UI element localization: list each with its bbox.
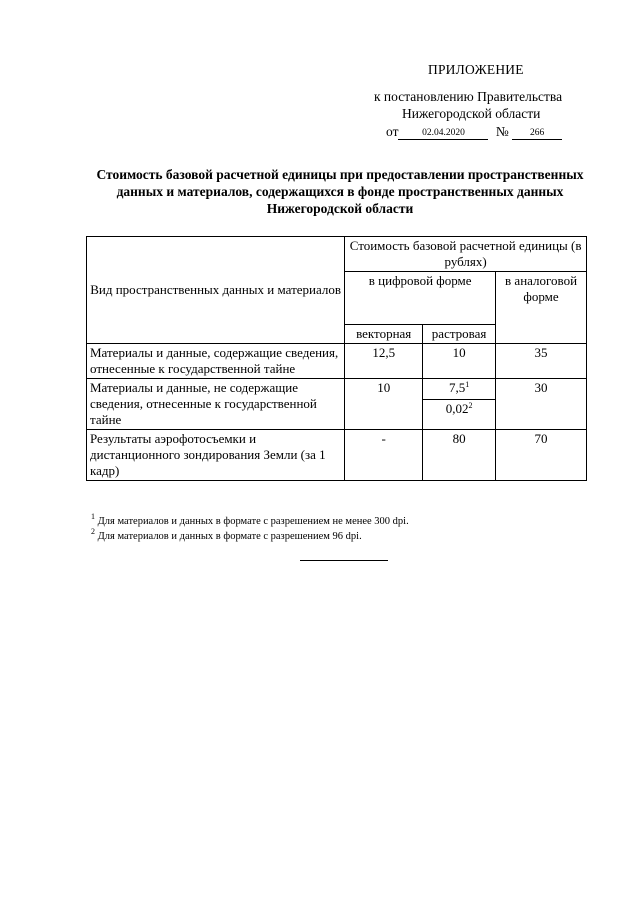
end-divider [300, 560, 388, 561]
cell-raster-b [423, 400, 496, 430]
number-label: № [495, 124, 509, 139]
cell-vector: - [345, 430, 423, 481]
raster-value-b: 0,02 [445, 401, 469, 416]
footnote-2 [91, 527, 362, 543]
from-label: от [386, 124, 399, 139]
cell-analog: 30 [496, 379, 587, 430]
footnote-text: Для материалов и данных в формате с разрешением не менее 300 dpi. [95, 516, 409, 527]
header-vector: векторная [345, 325, 423, 344]
row-name: Результаты аэрофотосъемки и дистанционного зондирования Земли (за 1 кадр) [87, 430, 345, 481]
appendix-title: ПРИЛОЖЕНИЕ [428, 62, 524, 77]
header-analog: в аналоговой форме [496, 272, 587, 344]
footnote-1 [91, 512, 409, 528]
footnote-ref-2: 2 [468, 401, 473, 410]
cell-analog: 70 [496, 430, 587, 481]
cell-raster-a [423, 379, 496, 400]
document-title: Стоимость базовой расчетной единицы при предоставлении пространственных данных и материалов, содержащихся в фонде пространственных данных Нижегородской области [96, 167, 584, 216]
cost-table [86, 236, 587, 481]
footnote-mark: 2 [91, 527, 95, 536]
cell-vector: 12,5 [345, 344, 423, 379]
header-line-region: Нижегородской области [402, 106, 541, 121]
resolution-number: 266 [512, 127, 562, 140]
cell-vector: 10 [345, 379, 423, 430]
header-line-resolution: к постановлению Правительства [374, 89, 563, 104]
cell-raster: 80 [423, 430, 496, 481]
table-row [87, 344, 587, 379]
footnote-mark: 1 [91, 512, 95, 521]
cell-analog: 35 [496, 344, 587, 379]
header-cost: Стоимость базовой расчетной единицы (в рублях) [345, 237, 587, 272]
row-name: Материалы и данные, не содержащие сведения, отнесенные к государственной тайне [87, 379, 345, 430]
footnote-text: Для материалов и данных в формате с разрешением 96 dpi. [95, 531, 362, 542]
header-raster: растровая [423, 325, 496, 344]
cell-raster: 10 [423, 344, 496, 379]
table-row [87, 379, 587, 400]
footnote-ref-1: 1 [465, 380, 470, 389]
header-digital: в цифровой форме [345, 272, 496, 325]
header-date-number [386, 123, 606, 140]
row-name: Материалы и данные, содержащие сведения, отнесенные к государственной тайне [87, 344, 345, 379]
resolution-date: 02.04.2020 [398, 127, 488, 140]
raster-value-a: 7,5 [448, 380, 466, 395]
header-type: Вид пространственных данных и материалов [87, 237, 345, 344]
table-row [87, 430, 587, 481]
